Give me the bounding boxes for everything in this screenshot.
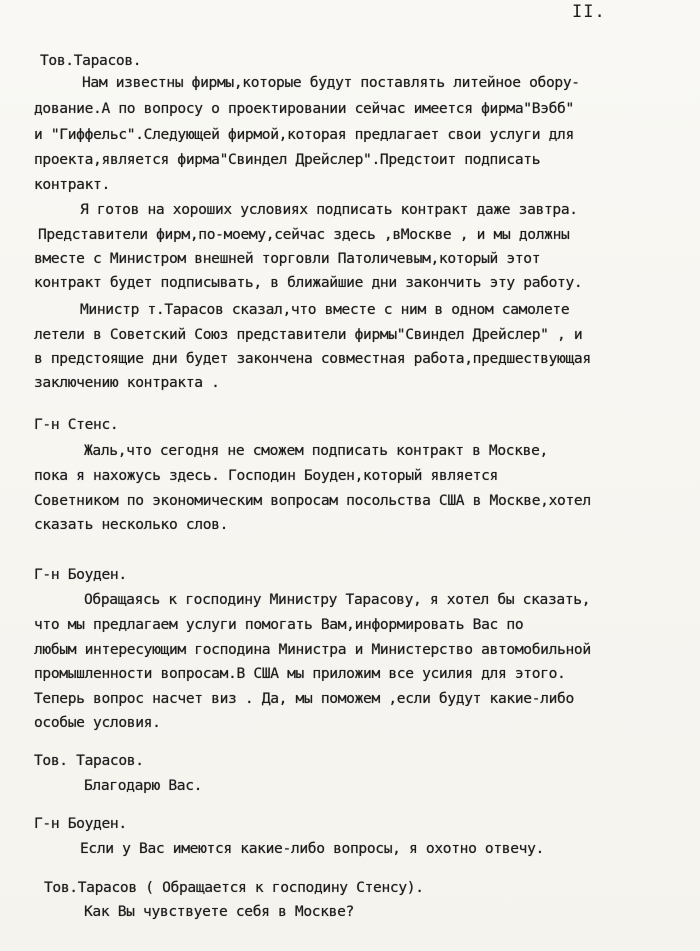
- speaker-label: Тов.Тарасов ( Обращается к господину Стенсу).: [44, 879, 424, 896]
- text-line: летели в Советский Союз представители фирмы"Свиндел Дрейслер" , и: [34, 326, 583, 343]
- text-line: проекта,является фирма"Свиндел Дрейслер".Предстоит подписать: [34, 151, 541, 168]
- speaker-label: Тов.Тарасов.: [40, 52, 142, 69]
- speaker-label: Тов. Тарасов.: [34, 752, 144, 769]
- text-line: что мы предлагаем услуги помогать Вам,информировать Вас по: [34, 616, 524, 633]
- text-line: и "Гиффельс".Следующей фирмой,которая предлагает свои услуги для: [34, 126, 574, 143]
- text-line: Жаль,что сегодня не сможем подписать контракт в Москве,: [84, 442, 548, 459]
- text-line: Представители фирм,по-моему,сейчас здесь ,вМоскве , и мы должны: [38, 226, 570, 243]
- text-line: любым интересующим господина Министра и Министерство автомобильной: [34, 641, 591, 658]
- text-line: сказать несколько слов.: [34, 516, 229, 533]
- text-line: особые условия.: [34, 714, 161, 731]
- text-line: Обращаясь к господину Министру Тарасову, я хотел бы сказать,: [84, 591, 591, 608]
- text-line: вместе с Министром внешней торговли Патоличевым,который этот: [34, 250, 541, 267]
- text-line: контракт.: [34, 176, 110, 193]
- text-line: заключению контракта .: [34, 374, 220, 391]
- text-line: дование.А по вопросу о проектировании сейчас имеется фирма"Вэбб": [34, 100, 574, 117]
- text-line: Нам известны фирмы,которые будут поставлять литейное обору-: [82, 74, 580, 91]
- speaker-label: Г-н Боуден.: [34, 815, 127, 832]
- text-line: в предстоящие дни будет закончена совместная работа,предшествующая: [34, 350, 591, 367]
- text-line: контракт будет подписывать, в ближайшие дни закончить эту работу.: [34, 274, 583, 291]
- text-line: Министр т.Тарасов сказал,что вместе с ним в одном самолете: [80, 301, 570, 318]
- text-line: Как Вы чувствуете себя в Москве?: [84, 903, 354, 920]
- page-number: II.: [572, 2, 606, 22]
- text-line: Теперь вопрос насчет виз . Да, мы поможем ,если будут какие-либо: [34, 690, 574, 707]
- text-line: Если у Вас имеются какие-либо вопросы, я охотно отвечу.: [80, 840, 544, 857]
- text-line: Благодарю Вас.: [84, 777, 203, 794]
- text-line: Я готов на хороших условиях подписать контракт даже завтра.: [80, 201, 578, 218]
- text-line: пока я нахожусь здесь. Господин Боуден,который является: [34, 467, 498, 484]
- text-line: промышленности вопросам.В США мы приложим все усилия для этого.: [34, 665, 566, 682]
- speaker-label: Г-н Боуден.: [34, 566, 127, 583]
- text-line: Советником по экономическим вопросам посольства США в Москве,хотел: [34, 492, 591, 509]
- speaker-label: Г-н Стенс.: [34, 416, 119, 433]
